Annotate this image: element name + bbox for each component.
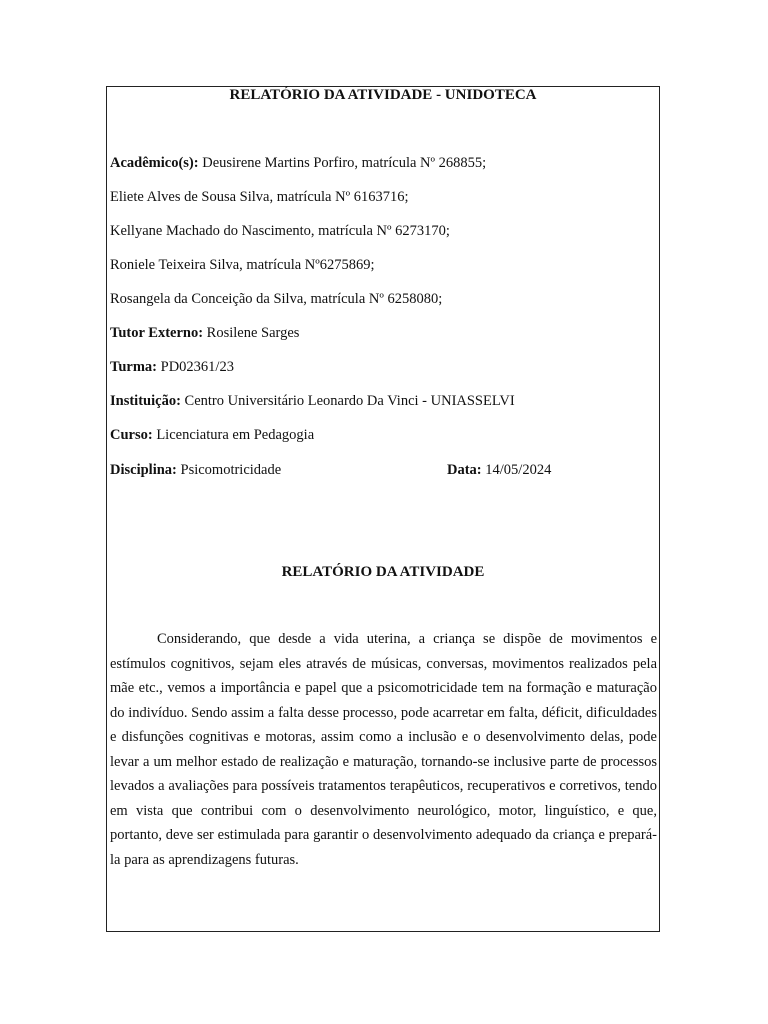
curso-line [110,427,314,444]
academicos-first: Deusirene Martins Porfiro, matrícula Nº 268855; [202,155,487,171]
academico-line-2: Eliete Alves de Sousa Silva, matrícula Nº 6163716; [110,189,409,205]
body-paragraph: Considerando, que desde a vida uterina, a criança se dispõe de movimentos e estímulos cognitivos, sejam eles através de músicas, conversas, movimentos realizados pela mãe etc., vemos a importância e papel que a psicomotricidade tem na formação e maturação do indivíduo. Sendo assim a falta desse processo, pode acarretar em falta, déficit, dificuldades e disfunções cognitivas e motoras, assim como a inclusão e o desenvolvimento delas, pode levar a um melhor estado de realização e maturação, tornando-se inclusive parte de processos levados a avaliações para possíveis tratamentos terapêuticos, recuperativos e corretivos, tendo em vista que contribui com o desenvolvimento neurológico, motor, linguístico, e que, portanto, deve ser estimulada para garantir o desenvolvimento adequado da criança e prepará-la para as aprendizagens futuras. [110,631,657,868]
disciplina-value: Psicomotricidade [180,462,282,478]
academicos-line [110,155,486,172]
instituicao-line [110,393,515,410]
curso-value: Licenciatura em Pedagogia [156,427,315,443]
data-label: Data: [447,462,482,478]
curso-label: Curso: [110,427,153,443]
body-paragraph-block [110,627,657,872]
academico-line-3: Kellyane Machado do Nascimento, matrícula Nº 6273170; [110,223,450,239]
turma-value: PD02361/23 [160,359,234,375]
report-frame [106,86,660,932]
instituicao-label: Instituição: [110,393,181,409]
academicos-label: Acadêmico(s): [110,155,199,171]
document-title: RELATÓRIO DA ATIVIDADE - UNIDOTECA [229,87,537,103]
turma-line [110,359,234,376]
instituicao-value: Centro Universitário Leonardo Da Vinci - UNIASSELVI [184,393,515,409]
turma-label: Turma: [110,359,157,375]
section-title: RELATÓRIO DA ATIVIDADE [281,564,485,580]
academico-line-5: Rosangela da Conceição da Silva, matrícula Nº 6258080; [110,291,443,307]
data-value: 14/05/2024 [485,462,552,478]
disciplina-label: Disciplina: [110,462,177,478]
disciplina-line [110,462,281,479]
tutor-value: Rosilene Sarges [206,325,300,341]
academico-line-4: Roniele Teixeira Silva, matrícula Nº6275869; [110,257,375,273]
data-line [447,462,551,479]
tutor-label: Tutor Externo: [110,325,204,341]
tutor-line [110,325,299,342]
